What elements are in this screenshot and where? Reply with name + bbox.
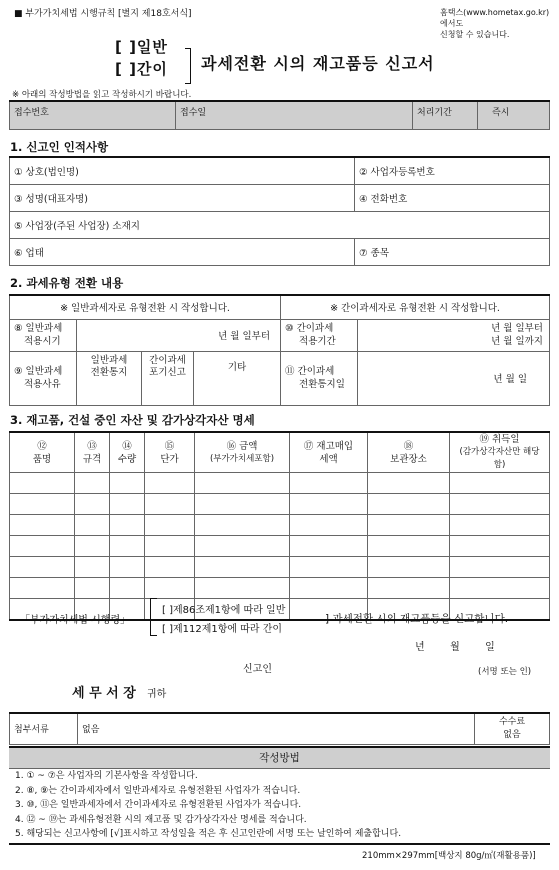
reason-other[interactable]: 기타 [194,351,281,405]
col-storage-num: ⑱ [403,440,414,452]
method-title: 작성방법 [9,746,550,769]
simple-conversion-note: ※ 간이과세자로 유형전환 시 작성합니다. [281,295,550,319]
business-type-field[interactable]: ⑥ 업태 [10,238,355,265]
general-reason-label [10,351,77,405]
processing-period-value: 즉시 [478,101,550,130]
general-apply-date-label-2: 적용시기 [24,336,61,347]
general-apply-date-field[interactable]: 년 월 일부터 [77,319,281,351]
col-item-name [10,432,75,473]
page-title: 과세전환 시의 재고품등 신고서 [201,54,435,73]
tax-office-honorific: 귀하 [147,689,167,700]
table-row[interactable] [10,473,550,494]
declaration-option-simple[interactable]: [ ]제112제1항에 따라 간이 [162,624,283,635]
reason-waiver-filing-2: 포기신고 [149,366,186,378]
paper-spec: 210mm×297mm[백상지 80g/㎡(재활용품)] [362,851,536,861]
declaration-law: 「부가가치세법 시행령」 [20,615,131,626]
tax-office-addressee [72,682,166,701]
simple-notice-date-label-1: ⑪ 간이과세 [285,366,335,377]
col-acquired-date-label: ⑲ 취득일 [479,434,520,445]
section2-title: 2. 과세유형 전환 내용 [10,276,124,290]
receipt-number: 접수번호 [10,101,176,130]
online-notice-line2: 신청할 수 있습니다. [440,30,510,39]
method-line-3: 3. ⑩, ⑪은 일반과세자에서 간이과세자로 유형전환된 사업자가 적습니다. [15,800,302,810]
reason-waiver-filing-1: 간이과세 [149,354,186,366]
general-apply-date-label-1: ⑧ 일반과세 [14,323,63,334]
reason-conversion-notice[interactable] [77,351,142,405]
simple-notice-date-label-2: 전환통지일 [299,379,345,390]
applicant-table [9,156,550,266]
declaration-statement: ] 과세전환 시의 재고품등을 신고합니다. [325,613,509,625]
simple-notice-date-label [281,351,358,405]
representative-name-field[interactable]: ③ 성명(대표자명) [10,184,355,211]
business-reg-number-field[interactable]: ② 사업자등록번호 [355,157,550,184]
simple-apply-period-label-2: 적용기간 [299,336,336,347]
section3-title: 3. 재고품, 건설 중인 자산 및 감가상각자산 명세 [10,413,255,427]
col-unit-price [145,432,195,473]
simple-apply-period-from: 년 월 일부터 [491,323,543,334]
col-acquired-date-sub: (감가상각자산만 해당함) [459,447,540,470]
business-name-field[interactable]: ① 상호(법인명) [10,157,355,184]
fee-value: 없음 [503,729,521,740]
reason-conversion-notice-1: 일반과세 [90,354,128,366]
online-notice-line1: 홈택스(www.hometax.go.kr)에서도 [440,8,550,28]
title-bracket [185,48,191,84]
method-line-5: 5. 해당되는 신고사항에 [√]표시하고 작성일을 적은 후 신고인란에 서명 또는 날인하여 제출합니다. [15,829,402,839]
business-address-field[interactable]: ⑤ 사업장(주된 사업장) 소재지 [10,211,550,238]
col-amount-label: ⑯ 금액 [226,440,258,452]
col-spec-num: ⑬ [87,440,97,452]
method-line-1: 1. ① ~ ⑦은 사업자의 기본사항을 작성합니다. [15,771,198,781]
general-conversion-note: ※ 일반과세자로 유형전환 시 작성합니다. [10,295,281,319]
reason-waiver-filing[interactable] [142,351,194,405]
applicant-label: 신고인 [243,664,272,675]
bottom-divider [9,843,550,845]
tax-office-name: 세 무 서 장 [72,686,136,701]
general-reason-label-2: 적용사유 [24,379,61,390]
method-line-2: 2. ⑧, ⑨는 간이과세자에서 일반과세자로 유형전환된 사업자가 적습니다. [15,785,301,796]
col-item-name-label: 품명 [32,453,52,465]
col-unit-price-num: ⑮ [164,440,175,452]
col-spec-label: 규격 [82,453,102,465]
general-apply-date-label [10,319,77,351]
col-quantity-num: ⑭ [122,440,132,452]
simple-apply-period-to: 년 월 일까지 [491,336,543,347]
table-row[interactable] [10,557,550,578]
processing-period-label: 처리기간 [413,101,478,130]
col-storage-label: 보관장소 [390,453,427,465]
method-list [15,769,401,842]
form-title-block [115,36,495,86]
attachments-label: 첨부서류 [10,713,78,744]
receipt-date: 접수일 [176,101,413,130]
col-acquired-date [450,432,550,473]
declaration-date[interactable]: 년 월 일 [415,642,495,653]
col-storage [368,432,450,473]
col-quantity [110,432,145,473]
title-option-simple[interactable]: [ ]간이 [115,60,168,78]
col-purchase-tax-sub: 세액 [319,453,338,465]
inventory-table [9,431,550,621]
instruction-note: ※ 아래의 작성방법을 읽고 작성하시기 바랍니다. [12,90,192,100]
attachments-value: 없음 [78,713,475,744]
simple-notice-date-field[interactable]: 년 월 일 [358,351,550,405]
col-amount-sub: (부가가치세포함) [209,453,275,464]
col-amount [195,432,290,473]
phone-number-field[interactable]: ④ 전화번호 [355,184,550,211]
simple-apply-period-label-1: ⑩ 간이과세 [285,323,334,334]
signature-field[interactable]: (서명 또는 인) [478,667,532,677]
method-line-4: 4. ⑫ ~ ⑲는 과세유형전환 시의 재고품 및 감가상각자산 명세를 적습니다. [15,814,307,825]
declaration-open-bracket [150,598,157,636]
col-spec [75,432,110,473]
simple-apply-period-field[interactable] [358,319,550,351]
col-purchase-tax-label: ⑰ 재고매입 [303,440,354,452]
table-row[interactable] [10,578,550,599]
declaration-option-general[interactable]: [ ]제86조제1항에 따라 일반 [162,605,286,616]
col-quantity-label: 수량 [117,453,137,465]
tax-type-table [9,294,550,406]
col-item-name-num: ⑫ [37,440,47,452]
table-row[interactable] [10,515,550,536]
fee-label: 수수료 [498,716,526,727]
table-row[interactable] [10,494,550,515]
section1-title: 1. 신고인 인적사항 [10,140,109,154]
col-unit-price-label: 단가 [160,453,179,465]
receipt-table [9,100,550,130]
table-row[interactable] [10,536,550,557]
reason-conversion-notice-2: 전환통지 [90,366,128,378]
attachments-table [9,712,550,745]
form-reference: ■ 부가가치세법 시행규칙 [별지 제18호서식] [14,9,192,19]
business-item-field[interactable]: ⑦ 종목 [355,238,550,265]
general-reason-label-1: ⑨ 일반과세 [14,366,63,377]
fee-cell [475,713,550,744]
col-purchase-tax [290,432,368,473]
simple-apply-period-label [281,319,358,351]
title-option-general[interactable]: [ ]일반 [115,38,168,56]
